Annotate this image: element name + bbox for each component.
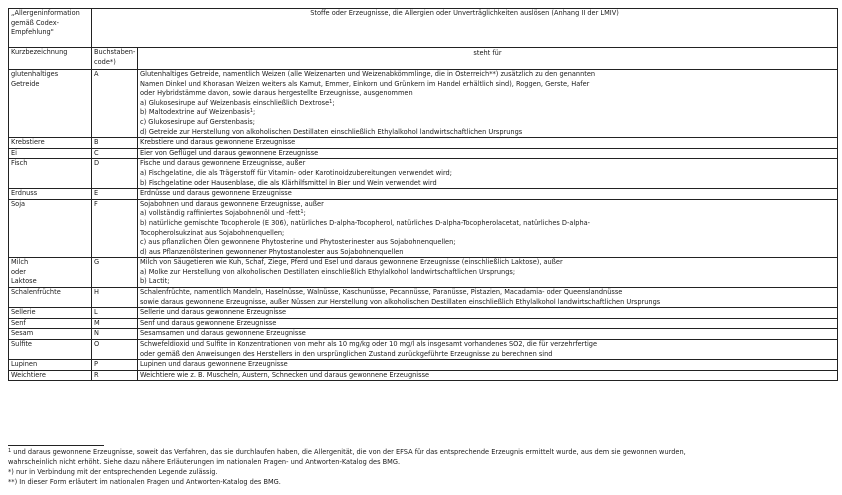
row-description-line: c) Glukosesirupe auf Gerstenbasis; (140, 117, 255, 126)
table-subheader-row (9, 48, 838, 70)
row-code-cell: D (92, 159, 138, 189)
row-code-cell: L (92, 308, 138, 319)
header-codex-line: Empfehlung" (11, 28, 54, 37)
row-description-cell (138, 340, 838, 360)
line-suffix: ; (303, 209, 306, 218)
subheader-steht-fuer: steht für (138, 48, 838, 70)
row-description-cell: Senf und daraus gewonnene Erzeugnisse (138, 318, 838, 329)
line-suffix: ; (332, 98, 335, 107)
row-name-cell: Sulfite (9, 340, 92, 360)
row-description-line: b) Fischgelatine oder Hausenblase, die als Klärhilfsmittel in Bier und Wein verwendet wird (140, 178, 437, 187)
row-name-line: glutenhaltiges (11, 70, 59, 78)
row-description-line: Schalenfrüchte, namentlich Mandeln, Haselnüsse, Walnüsse, Kaschunüsse, Pecannüsse, Paranüsse, Pistazien, Macadamia- oder Queenslandnüsse (140, 288, 623, 297)
table-header-row (9, 9, 838, 48)
row-code-cell: H (92, 288, 138, 308)
row-description-line: b) natürliche gemischte Tocopherole (E 306), natürliches D-alpha-Tocopherol, natürliches D-alpha-Tocopherolacetat, natürliches D-alpha- (140, 218, 591, 227)
table-row (9, 340, 838, 360)
row-description-cell: Sellerie und daraus gewonnene Erzeugnisse (138, 308, 838, 319)
row-description-line (140, 108, 835, 118)
row-description-line: Namen Dinkel und Khorasan Weizen weiters als Kamut, Emmer, Einkorn und Grünkern im Handel erhältlich sind), Roggen, Gerste, Hafer (140, 79, 590, 88)
table-row (9, 288, 838, 308)
row-name-cell: Sesam (9, 329, 92, 340)
table-row (9, 360, 838, 371)
subheader-kurzbezeichnung: Kurzbezeichnung (9, 48, 92, 70)
row-description-line: oder Hybridstämme davon, sowie daraus hergestellte Erzeugnisse, ausgenommen (140, 89, 413, 98)
row-name-cell: Lupinen (9, 360, 92, 371)
line-suffix: ; (253, 108, 256, 117)
row-description-cell: Krebstiere und daraus gewonnene Erzeugnisse (138, 138, 838, 149)
row-code-cell: G (92, 258, 138, 288)
footnote-star: *) nur in Verbindung mit der entsprechenden Legende zulässig. (8, 468, 218, 476)
row-name-cell: Weichtiere (9, 370, 92, 381)
table-row (9, 159, 838, 189)
row-description-cell: Eier von Geflügel und daraus gewonnene Erzeugnisse (138, 148, 838, 159)
row-description-cell (138, 258, 838, 288)
row-description-line: Milch von Säugetieren wie Kuh, Schaf, Ziege, Pferd und Esel und daraus gewonnene Erzeugnisse (einschließlich Laktose), außer (140, 258, 563, 267)
row-description-cell (138, 288, 838, 308)
row-name-cell: Senf (9, 318, 92, 329)
row-code-cell: M (92, 318, 138, 329)
row-description-line: Fische und daraus gewonnene Erzeugnisse, außer (140, 159, 306, 168)
row-description-cell: Lupinen und daraus gewonnene Erzeugnisse (138, 360, 838, 371)
row-description-line: d) Getreide zur Herstellung von alkoholischen Destillaten einschließlich Ethylalkohol landwirtschaftlichen Ursprungs (140, 127, 523, 136)
footnote-mark: 1 (300, 209, 304, 216)
subheader-code-line: Buchstaben- (94, 48, 136, 56)
footnote-mark: 1 (329, 98, 333, 105)
row-name-cell (9, 258, 92, 288)
row-name-cell (9, 70, 92, 138)
line-text: a) Glukosesirupe auf Weizenbasis einschließlich Dextrose (140, 98, 330, 107)
row-name-line: Milch (11, 258, 29, 267)
table-row (9, 329, 838, 340)
footnote-1-line (8, 447, 837, 457)
footnotes (8, 447, 837, 487)
row-code-cell: P (92, 360, 138, 371)
row-name-cell: Sellerie (9, 308, 92, 319)
row-name-cell: Soja (9, 199, 92, 258)
header-codex-line: „Allergeninformation (11, 9, 80, 17)
row-description-cell: Erdnüsse und daraus gewonnene Erzeugnisse (138, 189, 838, 200)
row-name-cell: Erdnuss (9, 189, 92, 200)
row-description-line: oder gemäß den Anweisungen des Herstellers in den ursprünglichen Zustand zurückgeführte Erzeugnisse zu berechnen sind (140, 349, 553, 358)
row-description-line: a) Molke zur Herstellung von alkoholischen Destillaten einschließlich Ethylalkohol landwirtschaftlichen Ursprungs; (140, 267, 516, 276)
footnote-mark: 1 (249, 108, 253, 115)
footnote-text: und daraus gewonnene Erzeugnisse, soweit das Verfahren, das sie durchlaufen haben, die Allergenität, die von der EFSA für das entsprechende Erzeugnis ermittelt wurde, aus dem sie gewonnen wurden, (11, 448, 686, 456)
table-row (9, 258, 838, 288)
row-description-cell (138, 199, 838, 258)
row-name-cell: Schalenfrüchte (9, 288, 92, 308)
footnote-divider (8, 445, 104, 446)
row-description-cell (138, 70, 838, 138)
row-code-cell: E (92, 189, 138, 200)
row-name-cell: Ei (9, 148, 92, 159)
row-name-line: Getreide (11, 79, 40, 88)
row-description-line: sowie daraus gewonnene Erzeugnisse, außer Nüssen zur Herstellung von alkoholischen Destillaten einschließlich Ethylalkohol landwirtschaftlichen Ursprungs (140, 297, 661, 306)
row-description-line (140, 99, 835, 109)
row-code-cell: F (92, 199, 138, 258)
row-description-line: Tocopherolsukzinat aus Sojabohnenquellen; (140, 228, 285, 237)
header-codex-cell (9, 9, 92, 48)
line-text: b) Maltodextrine auf Weizenbasis (140, 108, 250, 117)
footnote-double-star: **) In dieser Form erläutert im nationalen Fragen und Antworten-Katalog des BMG. (8, 478, 281, 486)
row-description-cell: Weichtiere wie z. B. Muscheln, Austern, Schnecken und daraus gewonnene Erzeugnisse (138, 370, 838, 381)
footnote-1-line: wahrscheinlich nicht erhöht. Siehe dazu nähere Erläuterungen im nationalen Fragen- und Antworten-Katalog des BMG. (8, 458, 401, 466)
allergen-table (8, 8, 838, 381)
table-row (9, 308, 838, 319)
table-row (9, 370, 838, 381)
row-description-cell: Sesamsamen und daraus gewonnene Erzeugnisse (138, 329, 838, 340)
row-description-line: c) aus pflanzlichen Ölen gewonnene Phytosterine und Phytosterinester aus Sojabohnenquellen; (140, 238, 456, 247)
header-codex-line: gemäß Codex- (11, 18, 60, 27)
row-description-line: Sojabohnen und daraus gewonnene Erzeugnisse, außer (140, 199, 324, 208)
table-row (9, 70, 838, 138)
row-code-cell: B (92, 138, 138, 149)
row-description-line: Glutenhaltiges Getreide, namentlich Weizen (alle Weizenarten und Weizenabkömmlinge, die in Österreich**) zusätzlich zu den genannten (140, 70, 596, 78)
row-description-line: Schwefeldioxid und Sulfite in Konzentrationen von mehr als 10 mg/kg oder 10 mg/l als insgesamt vorhandenes SO2, die für verzehrfertige (140, 340, 598, 349)
table-row (9, 138, 838, 149)
row-code-cell: R (92, 370, 138, 381)
row-code-cell: O (92, 340, 138, 360)
row-description-cell (138, 159, 838, 189)
row-name-line: oder (11, 267, 26, 276)
row-name-cell: Krebstiere (9, 138, 92, 149)
row-code-cell: N (92, 329, 138, 340)
table-row (9, 148, 838, 159)
footnote-mark: 1 (8, 448, 12, 454)
row-description-line (140, 209, 835, 219)
table-row (9, 189, 838, 200)
line-text: a) vollständig raffiniertes Sojabohnenöl und -fett (140, 209, 301, 218)
subheader-buchstabencode (92, 48, 138, 70)
row-code-cell: A (92, 70, 138, 138)
table-row (9, 199, 838, 258)
row-name-cell: Fisch (9, 159, 92, 189)
row-code-cell: C (92, 148, 138, 159)
table-row (9, 318, 838, 329)
subheader-code-line: code*) (94, 57, 116, 66)
row-description-line: b) Lactit; (140, 277, 170, 286)
row-description-line: d) aus Pflanzenölsterinen gewonnener Phytostanolester aus Sojabohnenquellen (140, 247, 404, 256)
row-name-line: Laktose (11, 277, 37, 286)
row-description-line: a) Fischgelatine, die als Trägerstoff für Vitamin- oder Karotinoidzubereitungen verwendet wird; (140, 168, 452, 177)
header-title-cell: Stoffe oder Erzeugnisse, die Allergien oder Unverträglichkeiten auslösen (Anhang II der LMIV) (92, 9, 838, 48)
